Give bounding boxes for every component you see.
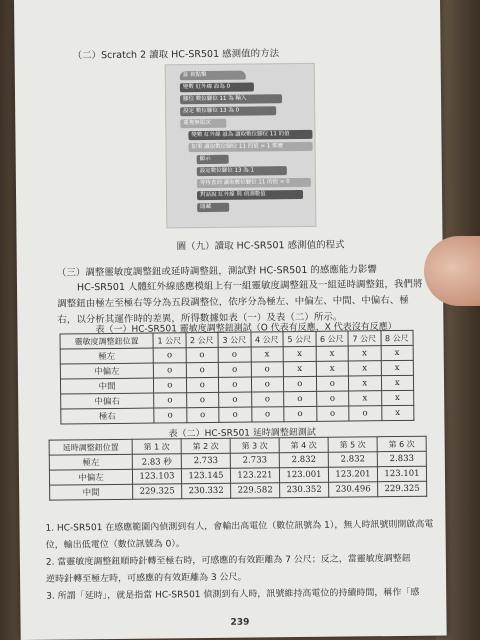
table-cell: 中偏右 (61, 393, 154, 409)
table-cell: 極右 (61, 408, 154, 424)
table-cell: o (251, 362, 284, 377)
figure-caption: 圖（九）讀取 HC-SR501 感測值的程式 (176, 239, 345, 253)
table-cell: 123.201 (328, 467, 377, 483)
table-cell: x (348, 346, 381, 361)
code-block: 腳位 數位腳位 11 為 輸入 (180, 94, 282, 104)
table-cell: 中偏左 (49, 469, 132, 485)
table-cell: x (316, 361, 349, 376)
header-cell: 第 3 次 (230, 438, 279, 454)
header-cell: 7 公尺 (348, 331, 381, 346)
page-number: 239 (230, 617, 250, 628)
table-row (61, 405, 414, 424)
table-cell: o (219, 392, 252, 407)
code-block-wait: 等待直到 讀取數位腳位 11 的值 = 0 (197, 178, 311, 188)
table-cell: o (186, 347, 219, 362)
table-cell: 極左 (60, 348, 153, 364)
header-cell: 延時調整鈕位置 (49, 439, 132, 455)
table-cell: o (218, 377, 251, 392)
section-scratch-heading: （二）Scratch 2 讀取 HC-SR501 感測值的方法 (72, 48, 280, 62)
header-cell: 靈敏度調整鈕位置 (60, 333, 153, 349)
table-cell: 229.325 (133, 484, 182, 500)
header-cell: 4 公尺 (250, 332, 283, 347)
table-cell: 中偏左 (60, 363, 153, 379)
table-cell: x (381, 405, 414, 420)
book-page (14, 0, 447, 640)
code-block: 變數 紅外線 設為 讀取數位腳位 11 的值 (188, 130, 312, 140)
table-cell: o (251, 392, 284, 407)
table-cell: o (154, 393, 187, 408)
table-cell: o (219, 407, 252, 422)
code-block: 對話說 紅外線 與 偵測數值 (197, 190, 303, 200)
table1-title: 表（一）HC-SR501 靈敏度調整鈕測試（O 代表有反應，X 代表沒有反應） (95, 322, 397, 336)
table2-delay (49, 436, 428, 501)
table1-sensitivity (59, 330, 414, 425)
table-cell: o (316, 376, 349, 391)
table-cell: o (283, 376, 316, 391)
table-cell: 2.833 (377, 451, 426, 467)
header-cell: 5 公尺 (283, 331, 316, 346)
table2-title: 表（二）HC-SR501 延時調整鈕測試 (168, 427, 316, 440)
table-cell: o (284, 391, 317, 406)
header-cell: 第 1 次 (132, 439, 181, 455)
table-cell: 123.001 (279, 467, 328, 483)
table-cell: o (186, 362, 219, 377)
code-block: 設定 數位腳位 13 為 0 (180, 106, 276, 116)
table-cell: 2.733 (230, 453, 279, 469)
table-cell: 2.83 秒 (132, 454, 181, 470)
table-cell: 230.352 (280, 482, 329, 498)
table-cell: 2.832 (279, 452, 328, 468)
table-cell: o (218, 347, 251, 362)
code-block: 顯示 (197, 155, 229, 164)
table-cell: x (381, 390, 414, 405)
table-cell: 230.496 (329, 482, 378, 498)
notes-list (45, 517, 434, 606)
header-cell: 3 公尺 (218, 332, 251, 347)
table-cell: o (316, 406, 349, 421)
table-cell: x (283, 346, 316, 361)
table-cell: o (284, 406, 317, 421)
table-cell: 2.733 (181, 453, 230, 469)
table-cell: x (381, 375, 414, 390)
header-cell: 8 公尺 (380, 330, 413, 345)
section-adjust-heading: （三）調整靈敏度調整鈕或延時調整鈕，測試對 HC-SR501 的感應能力影響 (56, 264, 377, 279)
header-cell: 第 4 次 (279, 437, 328, 453)
table-cell: 2.832 (328, 452, 377, 468)
code-block: 設定數位腳位 13 為 1 (197, 166, 287, 176)
header-cell: 6 公尺 (315, 331, 348, 346)
table-cell: x (283, 361, 316, 376)
table-cell: 123.101 (377, 466, 426, 482)
scratch-code-image (165, 63, 317, 229)
header-cell: 2 公尺 (185, 332, 218, 347)
table-row (50, 481, 427, 500)
table-cell: o (186, 392, 219, 407)
code-block: 隱藏 (197, 203, 229, 212)
table-cell: o (349, 406, 382, 421)
table-cell: x (316, 346, 349, 361)
table-cell: o (186, 377, 219, 392)
header-cell: 第 5 次 (328, 437, 377, 453)
table-cell: x (381, 360, 414, 375)
table-cell: 229.582 (231, 483, 280, 499)
table-cell: o (153, 378, 186, 393)
code-block: 變數 紅外線 設為 0 (180, 82, 254, 92)
table-cell: o (218, 362, 251, 377)
table-cell: o (154, 408, 187, 423)
table-cell: o (153, 363, 186, 378)
table-cell: o (153, 348, 186, 363)
table-cell: x (348, 376, 381, 391)
table-cell: o (251, 407, 284, 422)
header-cell: 第 2 次 (181, 438, 230, 454)
table-cell: 中間 (50, 484, 133, 500)
code-block-if: 如果 讀取數位腳位 11 的值 = 1 那麼 (189, 142, 313, 152)
table-cell: 123.145 (181, 468, 230, 484)
note-line: 2. 當靈敏度調整鈕順時針轉至極右時，可感應的有效距離為 7 公尺；反之，當靈敏度調整鈕 (45, 553, 411, 568)
table-cell: 229.325 (378, 481, 427, 497)
table-cell: x (381, 345, 414, 360)
note-line: 逆時針轉至極左時，可感應的有效距離為 3 公尺。 (46, 572, 247, 585)
code-block-hat: 當 被點擊 (180, 71, 246, 81)
note-line: 位，輸出低電位（數位訊號為 0）。 (45, 539, 185, 551)
table-cell: o (251, 377, 284, 392)
table-cell: 中間 (60, 378, 153, 394)
table-cell: 123.103 (132, 469, 181, 485)
note-line: 1. HC-SR501 在感應範圍內偵測到有人，會輸出高電位（數位訊號為 1），無人時訊號則開啟高電 (45, 519, 434, 534)
code-block-forever: 重複無限次 (180, 119, 226, 128)
table-cell: o (186, 407, 219, 422)
table-cell: 極左 (49, 454, 132, 470)
table-cell: o (316, 391, 349, 406)
table-cell: x (251, 347, 284, 362)
table-cell: 230.332 (182, 483, 231, 499)
table-cell: x (349, 391, 382, 406)
header-cell: 1 公尺 (153, 333, 186, 348)
table-cell: x (348, 361, 381, 376)
adjust-paragraph: HC-SR501 人體紅外線感應模組上有一組靈敏度調整鈕及一組延時調整鈕，我們將調整鈕由極左至極右等分為五段調整位，依序分為極左、中偏左、中間、中偏右、極右，以分析其運作時的差異，所得數據如表（一）及表（二）所示。 (57, 278, 423, 326)
table-cell: 123.221 (230, 468, 279, 484)
note-line: 3. 所謂「延時」，就是指當 HC-SR501 偵測到有人時，訊號維持高電位的持續時間，稱作「感 (46, 587, 420, 602)
header-cell: 第 6 次 (377, 436, 426, 452)
